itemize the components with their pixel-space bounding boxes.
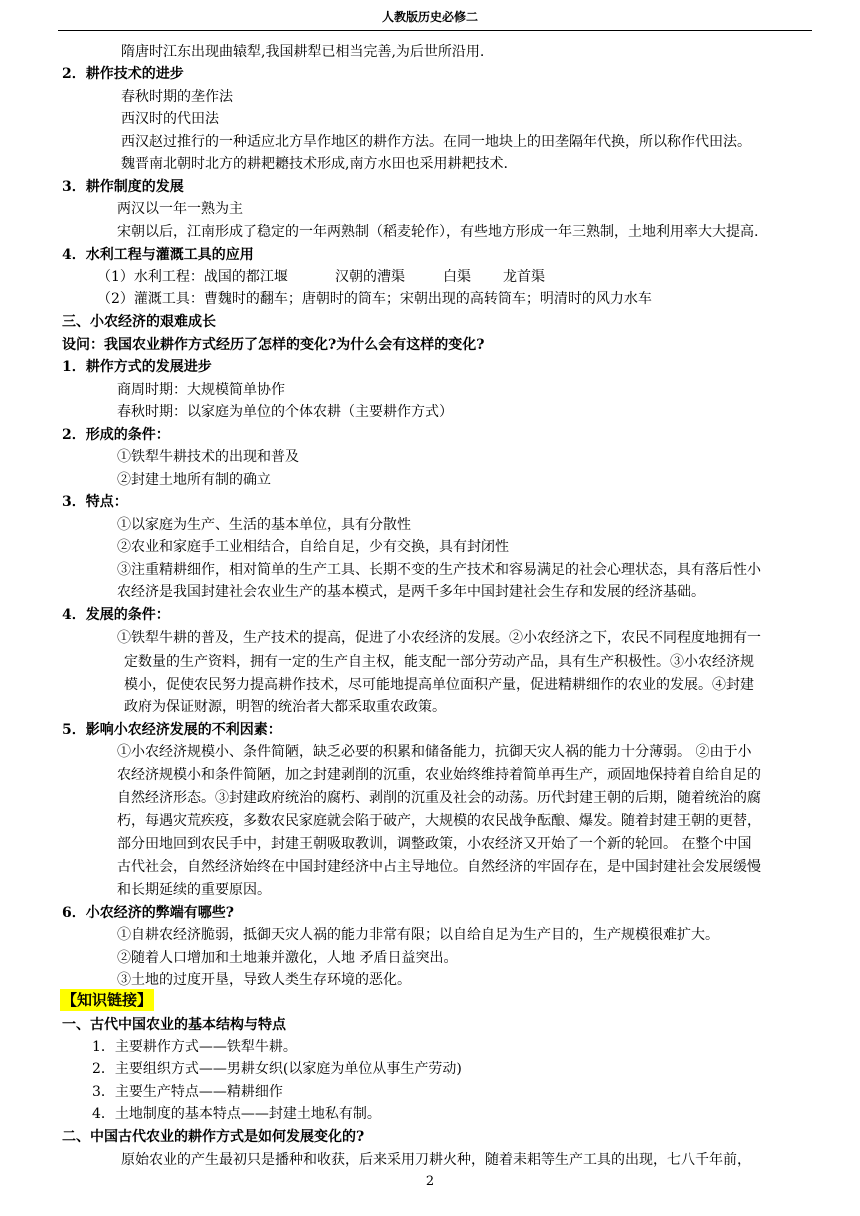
text-line: 两汉以一年一熟为主 [117,201,243,217]
text-line: 西汉时的代田法 [121,111,219,127]
header-rule [58,30,812,31]
knowledge-link-badge: 【知识链接】 [62,991,153,1009]
section-heading: 3．特点： [62,494,128,510]
question-heading: 设问：我国农业耕作方式经历了怎样的变化?为什么会有这样的变化? [62,337,485,353]
text-line: ②随着人口增加和土地兼并激化，人地 矛盾日益突出。 [117,950,458,966]
section-heading: 6．小农经济的弊端有哪些? [62,905,234,921]
text-line: ①自耕农经济脆弱，抵御天灾人祸的能力非常有限；以自给自足为生产目的，生产规模很难扩大。 [117,927,719,943]
text-line: ②封建土地所有制的确立 [117,472,271,488]
section-heading: 三、小农经济的艰难成长 [62,314,216,330]
page-number: 2 [425,1174,435,1189]
text-line: 部分田地回到农民手中，封建王朝吸取教训，调整政策，小农经济又开始了一个新的轮回。 在整个中国 [117,836,752,852]
text-line: 模小，促使农民努力提高耕作技术，尽可能地提高单位面积产量，促进精耕细作的农业的发展。④封建 [124,677,754,693]
text-line: 政府为保证财源，明智的统治者大都采取重农政策。 [124,699,446,715]
section-heading: 2．耕作技术的进步 [62,66,184,82]
text-line: 原始农业的产生最初只是播种和收获，后来采用刀耕火种，随着耒耜等生产工具的出现，七八千年前， [121,1152,751,1168]
text-line: 定数量的生产资料，拥有一定的生产自主权，能支配一部分劳动产品，具有生产积极性。③小农经济规 [124,654,754,670]
text-line: 魏晋南北朝时北方的耕耙耱技术形成,南方水田也采用耕耙技术. [121,156,508,172]
list-item: 2．主要组织方式——男耕女织(以家庭为单位从事生产劳动) [92,1061,462,1077]
text-line: ②农业和家庭手工业相结合，自给自足，少有交换，具有封闭性 [117,539,509,555]
list-item: 3．主要生产特点——精耕细作 [92,1084,283,1100]
text-line: 和长期延续的重要原因。 [117,882,271,898]
text-line: 宋朝以后，江南形成了稳定的一年两熟制（稻麦轮作），有些地方形成一年三熟制，土地利用率大大提高. [117,224,759,240]
text-line: ③注重精耕细作，相对简单的生产工具、长期不变的生产技术和容易满足的社会心理状态，具有落后性小 [117,562,761,578]
text-line: ①以家庭为生产、生活的基本单位，具有分散性 [117,517,411,533]
section-heading: 二、中国古代农业的耕作方式是如何发展变化的? [62,1129,365,1145]
text-line: （2）灌溉工具：曹魏时的翻车；唐朝时的筒车；宋朝出现的高转筒车；明清时的风力水车 [97,291,652,307]
text-line: 春秋时期的垄作法 [121,89,233,105]
text-line: 农经济规模小和条件简陋，加之封建剥削的沉重，农业始终维持着简单再生产，顽固地保持着自给自足的 [117,767,761,783]
text-segment: 汉朝的漕渠 [335,269,405,285]
text-segment: （1）水利工程：战国的都江堰 [97,269,288,285]
section-heading: 5．影响小农经济发展的不利因素： [62,722,282,738]
text-line: 古代社会，自然经济始终在中国封建经济中占主导地位。自然经济的牢固存在，是中国封建社会发展缓慢 [117,859,761,875]
page-header: 人教版历史必修二 [381,10,478,24]
list-item: 4．土地制度的基本特点——封建土地私有制。 [92,1106,381,1122]
text-line: 农经济是我国封建社会农业生产的基本模式，是两千多年中国封建社会生存和发展的经济基础。 [117,584,705,600]
section-heading: 3．耕作制度的发展 [62,179,184,195]
section-heading: 4．水利工程与灌溉工具的应用 [62,247,254,263]
text-line: 隋唐时江东出现曲辕犁,我国耕犁已相当完善,为后世所沿用. [121,44,485,60]
text-line-tabbed [97,267,545,287]
text-segment: 白渠 [443,269,471,285]
text-line: 自然经济形态。③封建政府统治的腐朽、剥削的沉重及社会的动荡。历代封建王朝的后期，随着统治的腐 [117,790,761,806]
text-line: ①铁犁牛耕技术的出现和普及 [117,449,299,465]
list-item: 1．主要耕作方式——铁犁牛耕。 [92,1039,297,1055]
text-line: 西汉赵过推行的一种适应北方旱作地区的耕作方法。在同一地块上的田垄隔年代换，所以称作代田法。 [121,134,751,150]
text-line: ①铁犁牛耕的普及，生产技术的提高，促进了小农经济的发展。②小农经济之下，农民不同程度地拥有一 [117,630,761,646]
section-heading: 4．发展的条件： [62,607,170,623]
section-heading: 一、古代中国农业的基本结构与特点 [62,1017,286,1033]
text-line: 朽，每遇灾荒疾疫，多数农民家庭就会陷于破产，大规模的农民战争酝酿、爆发。随着封建王朝的更替， [117,813,761,829]
text-line: 春秋时期：以家庭为单位的个体农耕（主要耕作方式） [117,404,453,420]
text-line: ①小农经济规模小、条件简陋，缺乏必要的积累和储备能力，抗御天灾人祸的能力十分薄弱。 ②由于小 [117,744,752,760]
section-heading: 1．耕作方式的发展进步 [62,359,212,375]
text-line: ③土地的过度开垦，导致人类生存环境的恶化。 [117,972,411,988]
text-segment: 龙首渠 [503,269,545,285]
text-line: 商周时期：大规模简单协作 [117,382,285,398]
section-heading: 2．形成的条件： [62,427,170,443]
